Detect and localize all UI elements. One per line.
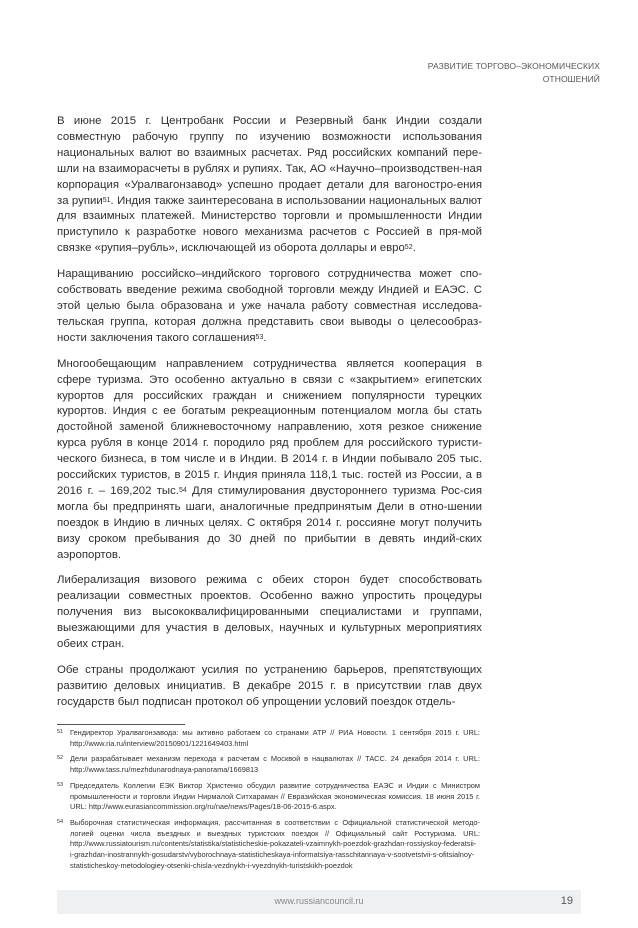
- footnote: [57, 818, 480, 872]
- footnote-ref[interactable]: 53: [255, 333, 264, 341]
- section-header-line-2: ОТНОШЕНИЙ: [542, 73, 600, 84]
- footnotes: [57, 728, 480, 876]
- footnote-ref[interactable]: 54: [178, 486, 187, 494]
- paragraph: Либерализация визового режима с обеих сторон будет способствовать реализации совместных проектов. Особенно важно упростить процедуры получения виз высококвалифицированными специалистами и группами, выезжающими для участия в деловых, научных и культурных мероприятиях обеих стран.: [57, 574, 482, 651]
- footnote: [57, 781, 480, 813]
- footnote-text: Председатель Коллегии ЕЭК Виктор Христенко обсудил развитие сотрудничества ЕАЭС и Индии с Министром промышленности и торговли Индии Нирмалой Ситхараман // Евразийская экономическая комиссия. 18 июня 2015 г. URL: http://www.eurasiancommission.org/ru/nae/news/Pages/18-06-2015-6.aspx.: [70, 780, 480, 812]
- section-header: [428, 60, 600, 85]
- footnote-text: Выборочная статистическая информация, рассчитанная в соответствии с Официальной статистической методо-логией оценки числа въездных и выездных туристских поездок // Официальный сайт Ростуризма. URL: http://www.russiatourism.ru/contents/statistika/statisticheskie-pokazateli-vzaimnykh-poezdok-grazhdan-rossiyskoy-federatsii-i-grazhdan-inostrannykh-gosudarstv/vyborochnaya-statisticheskaya-informatsiya-rasschitannaya-v-sootvetstvii-s-ofitsialnoy-statisticheskoy-metodologiey-otsenki-chisla-vezdnykh-i-vyezdnykh-turistskikh-poezdok: [70, 817, 480, 870]
- footnote-text: Дели разрабатывает механизм перехода к расчетам с Москвой в нацвалютах // ТАСС. 24 декабря 2014 г. URL: http://www.tass.ru/mezhdunarodnaya-panorama/1669813: [70, 754, 480, 775]
- paragraph: Наращиванию российско–индийского торгового сотрудничества может спо-собствовать введение режима свободной торговли между Индией и ЕАЭС. С этой целью была образована и уже начала работу совместная исследова-тельская группа, которая должна представить свои выводы о целесообраз-ности заключения такого соглашения$^{53}$.: [57, 268, 482, 344]
- footnote-number: 52: [57, 755, 64, 762]
- footnote-text: Гендиректор Уралвагонзавода: мы активно работаем со странами АТР // РИА Новости. 1 сентября 2015 г. URL: http://www.ria.ru/interview/20150901/1221649403.html: [70, 728, 480, 748]
- page-number: 19: [560, 895, 573, 907]
- section-header-line-1: РАЗВИТИЕ ТОРГОВО–ЭКОНОМИЧЕСКИХ: [427, 61, 600, 71]
- footnote-ref[interactable]: 52: [404, 244, 413, 252]
- paragraph: Обе страны продолжают усилия по устранению барьеров, препятствующих развитию деловых инициатив. В декабре 2015 г. в присутствии глав двух государств был подписан протокол об упрощении условий поездок отдель-: [57, 664, 482, 708]
- footnote-ref[interactable]: 51: [102, 196, 111, 204]
- footnote-number: 51: [57, 729, 64, 735]
- paragraph: Многообещающим направлением сотрудничества является кооперация в сфере туризма. Это особенно актуально в связи с «закрытием» египетских курортов для российских граждан и снижением популярности турецких курортов. Индия с ее богатым рекреационным потенциалом могла бы стать достойной заменой ближневосточному направлению, хотя резкое снижение курса рубля в конце 2014 г. породило ряд проблем для российского туристи-ческого бизнеса, в том числе и в Индии. В 2014 г. в Индии побывало 205 тыс. российских туристов, в 2015 г. Индия приняла 118,1 тыс. гостей из России, а в 2016 г. – 169,202 тыс.$^{54}$ Для стимулирования двустороннего туризма Рос-сия могла бы предпринять шаги, аналогичные предпринятым Дели в отно-шении поездок в Индию в личных целях. С октября 2014 г. россияне могут получить визу сроком пребывания до 30 дней по прибытии в девять индий-ских аэропортов.: [57, 357, 482, 561]
- footnote-divider: [57, 724, 185, 725]
- main-text: [57, 114, 482, 721]
- paragraph: В июне 2015 г. Центробанк России и Резервный банк Индии создали совместную рабочую группу по изучению возможности использования национальных валют во взаимных расчетах. Ряд российских компаний пере-шли на взаиморасчеты в рублях и рупиях. Так, АО «Научно–производствен-ная корпорация «Уралвагонзавод» успешно продает детали для вагоностро-ения за рупии$^{51}$. Индия также заинтересована в использовании национальных валют для взаимных платежей. Министерство торговли и промышленности Индии приступило к разработке нового механизма расчетов с Россией в пря-мой связке «рупия–рубль», исключающей из оборота доллары и евро$^{52}$.: [57, 115, 482, 255]
- page-footer: [57, 890, 581, 914]
- footnote-number: 53: [57, 781, 64, 788]
- footnote-number: 54: [57, 818, 64, 825]
- footnote: [57, 754, 480, 775]
- footnote: [57, 728, 480, 749]
- footer-url-link[interactable]: www.russiancouncil.ru: [274, 896, 364, 906]
